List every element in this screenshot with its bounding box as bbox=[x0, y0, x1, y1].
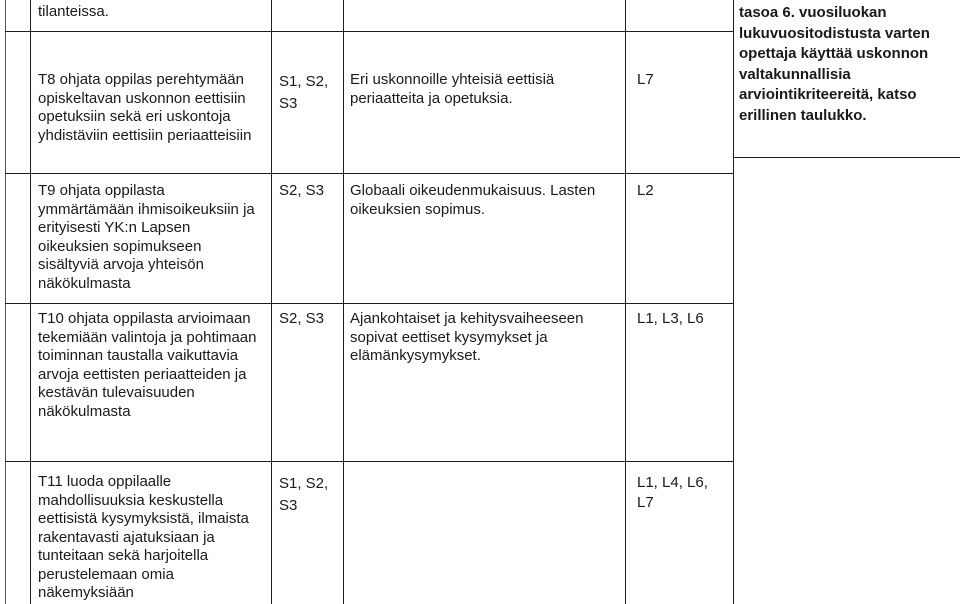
side-column-bottom bbox=[733, 157, 960, 158]
table-border-left-outer bbox=[5, 0, 6, 604]
row-2-competence: L2 bbox=[637, 182, 654, 199]
row-1-objective: T8 ohjata oppilas perehtymään opiskeltavan uskonnon eettisiin opetuksiin sekä eri uskontoja yhdistäviin eettisiin periaatteisiin bbox=[38, 71, 252, 144]
row-0-objective: tilanteissa. bbox=[38, 3, 109, 20]
row-divider-2 bbox=[5, 173, 734, 174]
row-3-contents: Ajankohtaiset ja kehitysvaiheeseen sopivat eettiset kysymykset ja elämänkysymykset. bbox=[350, 310, 584, 364]
row-3-competence: L1, L3, L6 bbox=[637, 310, 704, 327]
row-2-objective: T9 ohjata oppilasta ymmärtämään ihmisoikeuksiin ja erityisesti YK:n Lapsen oikeuksien sopimukseen sisältyviä arvoja yhteisön näkökulmasta bbox=[38, 182, 255, 292]
row-divider-3 bbox=[5, 303, 734, 304]
column-divider-3 bbox=[625, 0, 626, 604]
table-border-left bbox=[30, 0, 31, 604]
row-4-competence: L1, L4, L6, L7 bbox=[637, 474, 708, 511]
row-2-contents: Globaali oikeudenmukaisuus. Lasten oikeuksien sopimus. bbox=[350, 182, 596, 218]
row-1-areas: S1, S2, S3 bbox=[279, 73, 329, 112]
row-4-objective: T11 luoda oppilaalle mahdollisuuksia keskustella eettisistä kysymyksistä, ilmaista rakentavasti ajatuksiaan ja tunteitaan sekä harjoitella perustelemaan omia näkemyksiään bbox=[38, 473, 249, 601]
row-divider-4 bbox=[5, 461, 734, 462]
row-2-areas: S2, S3 bbox=[279, 182, 325, 199]
row-1-competence: L7 bbox=[637, 71, 654, 88]
side-note: tasoa 6. vuosiluokan lukuvuositodistusta varten opettaja käyttää uskonnon valtakunnallisia arviointikriteereitä, katso erillinen taulukko. bbox=[739, 4, 930, 124]
row-divider-1 bbox=[5, 31, 734, 32]
row-1-contents: Eri uskonnoille yhteisiä eettisiä periaatteita ja opetuksia. bbox=[350, 71, 555, 107]
row-3-objective: T10 ohjata oppilasta arvioimaan tekemiään valintoja ja pohtimaan toiminnan taustalla vaikuttavia arvoja eettisten periaatteiden ja kestävän tulevaisuuden näkökulmasta bbox=[38, 310, 257, 420]
row-3-areas: S2, S3 bbox=[279, 310, 325, 327]
column-divider-2 bbox=[343, 0, 344, 604]
row-4-areas: S1, S2, S3 bbox=[279, 475, 329, 514]
column-divider-4 bbox=[733, 0, 734, 604]
column-divider-1 bbox=[271, 0, 272, 604]
